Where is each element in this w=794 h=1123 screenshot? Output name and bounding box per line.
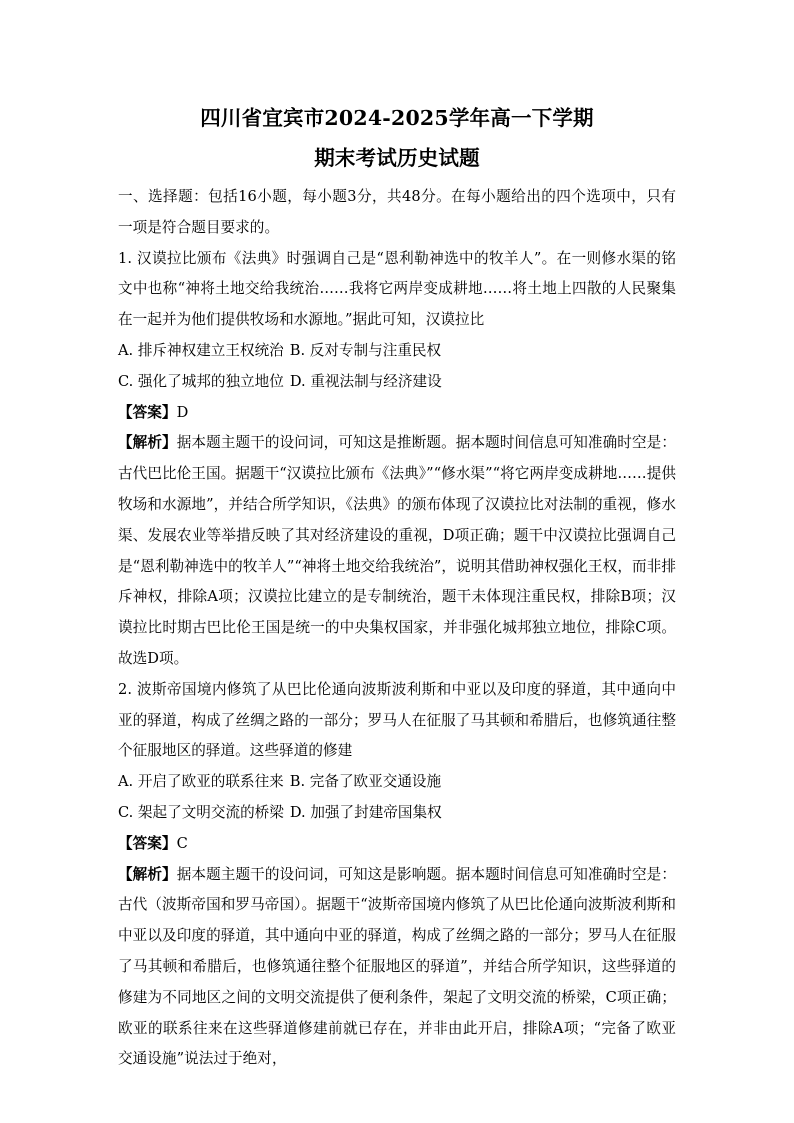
question-1-stem: 1. 汉谟拉比颁布《法典》时强调自己是“恩利勒神选中的牧羊人”。在一则修水渠的铭文中也称“神将土地交给我统治……我将它两岸变成耕地……将土地上四散的人民聚集在一起并为他们提供牧场和水源地。”据此可知，汉谟拉比 — [118, 249, 676, 329]
question-1-analysis — [118, 428, 676, 674]
section-intro: 一、选择题：包括16小题，每小题3分，共48分。在每小题给出的四个选项中，只有一项是符合题目要求的。 — [118, 188, 676, 236]
option-c: C. 架起了文明交流的桥梁 — [118, 803, 284, 821]
question-1-options-cd — [118, 367, 676, 398]
option-a: A. 排斥神权建立王权统治 — [118, 341, 284, 359]
option-d: D. 重视法制与经济建设 — [289, 372, 442, 390]
title-line-1: 四川省宜宾市2024-2025学年高一下学期 — [200, 106, 594, 130]
answer-label: 【答案】 — [118, 403, 177, 421]
option-b: B. 完备了欧亚交通设施 — [289, 773, 442, 791]
analysis-text: 据本题主题干的设问词，可知这是影响题。据本题时间信息可知准确时空是：古代（波斯帝国和罗马帝国）。据题干“波斯帝国境内修筑了从巴比伦通向波斯波利斯和中亚以及印度的驿道，其中通向中亚的驿道，构成了丝绸之路的一部分；罗马人在征服了马其顿和希腊后，也修筑通往整个征服地区的驿道”，并结合所学知识，这些驿道的修建为不同地区之间的文明交流提供了便利条件，架起了文明交流的桥梁，C项正确；欧亚的联系往来在这些驿道修建前就已存在，并非由此开启，排除A项；“完备了欧亚交通设施”说法过于绝对， — [118, 865, 677, 1068]
question-1-answer — [118, 398, 676, 429]
option-c: C. 强化了城邦的独立地位 — [118, 372, 284, 390]
analysis-label: 【解析】 — [118, 865, 177, 883]
question-2-options-cd — [118, 798, 676, 829]
question-2-analysis — [118, 860, 676, 1076]
analysis-text: 据本题主题干的设问词，可知这是推断题。据本题时间信息可知准确时空是：古代巴比伦王国。据题干“汉谟拉比颁布《法典》”“修水渠”“将它两岸变成耕地……提供牧场和水源地”，并结合所学知识，《法典》的颁布体现了汉谟拉比对法制的重视，修水渠、发展农业等举措反映了其对经济建设的重视，D项正确；题干中汉谟拉比强调自己是“恩利勒神选中的牧羊人”“神将土地交给我统治”，说明其借助神权强化王权，而非排斥神权，排除A项；汉谟拉比建立的是专制统治，题干未体现注重民权，排除B项；汉谟拉比时期古巴比伦王国是统一的中央集权国家，并非强化城邦独立地位，排除C项。故选D项。 — [118, 434, 677, 667]
question-2-options-ab — [118, 767, 676, 798]
question-1-options-ab — [118, 336, 676, 367]
question-2-stem: 2. 波斯帝国境内修筑了从巴比伦通向波斯波利斯和中亚以及印度的驿道，其中通向中亚的驿道，构成了丝绸之路的一部分；罗马人在征服了马其顿和希腊后，也修筑通往整个征服地区的驿道。这些驿道的修建 — [118, 680, 676, 760]
answer-value: C — [176, 834, 188, 852]
answer-value: D — [176, 403, 189, 421]
option-a: A. 开启了欧亚的联系往来 — [118, 773, 284, 791]
analysis-label: 【解析】 — [118, 434, 177, 452]
option-b: B. 反对专制与注重民权 — [289, 341, 442, 359]
option-d: D. 加强了封建帝国集权 — [289, 803, 442, 821]
answer-label: 【答案】 — [118, 834, 177, 852]
title-line-2: 期末考试历史试题 — [314, 146, 480, 170]
question-2-answer — [118, 829, 676, 860]
